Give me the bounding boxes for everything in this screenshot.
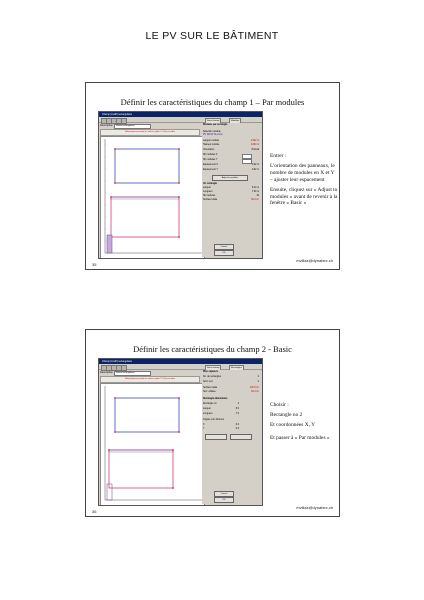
- panel-value: 1.634 m: [250, 144, 259, 146]
- panel-label: Largeur module: [203, 140, 220, 142]
- summary-value: 32: [256, 195, 259, 197]
- panel-label: Origine coin inférieur: [203, 419, 225, 421]
- tab-rectangles[interactable]: Rectangles: [231, 366, 242, 369]
- panel-label: Surf. utilisée: [203, 391, 216, 393]
- spacing-x-input[interactable]: 0.02 m: [251, 164, 259, 166]
- description-row: [100, 370, 198, 375]
- panel-value: 52.4 m²: [251, 391, 259, 393]
- orientation-select[interactable]: Portrait: [251, 149, 259, 151]
- note-line: L'orientation des panneaux, le nombre de modules en X et Y – ajuster leur espacement: [270, 162, 335, 183]
- field-rectangle-2: [109, 450, 173, 488]
- panel-label: Y: [203, 428, 205, 430]
- width-input[interactable]: 8.0: [235, 408, 239, 410]
- summary-value: 52.4 m²: [251, 199, 259, 201]
- slide-35: [85, 82, 340, 270]
- note-line: Et coordonnées X, Y: [270, 421, 316, 428]
- window-title: Champ [modif] rectangulaire: [102, 360, 133, 363]
- slide-title: Définir les caractéristiques du champ 1 – Par modules: [120, 97, 305, 107]
- adjust-to-modules-button[interactable]: Adjust to modules: [212, 175, 248, 181]
- rect-number-input[interactable]: 2: [237, 403, 239, 405]
- delete-rect-button[interactable]: [230, 434, 252, 440]
- panel-label: Actif, rect.: [203, 381, 214, 383]
- slide-title: Définir les caractéristiques du champ 2 - Basic: [133, 344, 292, 354]
- summary-title: Un rectangle: [203, 183, 217, 185]
- summary-value: 8.14 m: [251, 187, 259, 189]
- author-email[interactable]: mvillaz@dynabex.ch: [296, 258, 333, 263]
- ok-button[interactable]: OK: [214, 250, 234, 256]
- modules-panel: [202, 123, 261, 257]
- description-label: Description: [100, 371, 113, 374]
- instruction-text: Sélectionnez ensuite les valeurs (plan X,Y,Z) par ordre: [100, 376, 200, 383]
- rect-count-input[interactable]: 2: [257, 376, 259, 378]
- field-rectangle-1: [115, 398, 179, 432]
- module-selection: [107, 235, 112, 253]
- panel-value: 1.002 m: [250, 140, 259, 142]
- panel-label: Nb modules X: [203, 154, 218, 156]
- note-line: Entrer :: [270, 153, 287, 159]
- description-field[interactable]: Forme rectangulaire: [114, 371, 151, 376]
- description-row: [100, 123, 198, 128]
- panel-label: Hauteur module: [203, 144, 220, 146]
- summary-label: Nb modules: [203, 195, 216, 197]
- rectangles-panel: [202, 370, 261, 504]
- slide-notes: [270, 153, 338, 210]
- ok-button[interactable]: OK: [214, 497, 234, 503]
- software-screenshot: [98, 111, 263, 259]
- instruction-text: Sélectionnez ensuite les valeurs (plan X,Y,Z) par ordre: [100, 129, 200, 136]
- panel-label: No. de rectangles: [203, 376, 222, 378]
- field-rectangle-2: [111, 197, 179, 237]
- slide-notes: [270, 402, 338, 445]
- author-email[interactable]: mvillaz@dynabex.ch: [296, 505, 333, 510]
- panel-label: Espacement X: [203, 164, 218, 166]
- panel-label: Rectangle no: [203, 403, 217, 405]
- panel-title: Plan capteurs: [203, 371, 219, 373]
- length-input[interactable]: 7.0: [235, 413, 239, 415]
- note-line: Rectangle no 2: [270, 411, 303, 418]
- active-rect-input[interactable]: 2: [257, 381, 259, 383]
- panel-label: PV 240 W Si-mono: [203, 134, 223, 136]
- field-layout-graph[interactable]: [100, 136, 205, 259]
- page-number: 35: [92, 262, 97, 267]
- summary-label: Largeur: [203, 187, 211, 189]
- summary-label: Longueur: [203, 191, 213, 193]
- origin-y-input[interactable]: 0.0: [235, 428, 239, 430]
- summary-value: 7.00 m: [251, 191, 259, 193]
- tab-sous-champ[interactable]: Sous-champ: [207, 119, 220, 122]
- panel-label: Largeur: [203, 408, 211, 410]
- summary-label: Surface totale: [203, 199, 218, 201]
- module-selection: [107, 484, 112, 500]
- panel-title: Modules par rectangle: [203, 124, 228, 126]
- tab-sous-champ[interactable]: Sous-champ: [207, 366, 220, 369]
- panel-label: X: [203, 424, 205, 426]
- origin-x-input[interactable]: 0.0: [235, 424, 239, 426]
- note-line: Choisir :: [270, 402, 289, 408]
- panel-label: Sélection module: [203, 131, 221, 133]
- cancel-button[interactable]: Cancel: [214, 244, 234, 250]
- field-rectangle-1: [115, 149, 179, 183]
- modules-y-input[interactable]: [242, 159, 252, 164]
- panel-label: Longueur: [203, 413, 213, 415]
- spacing-y-input[interactable]: 0.02 m: [251, 169, 259, 171]
- panel-subtitle: Rectangle élémentaire: [203, 398, 228, 400]
- field-layout-graph[interactable]: [100, 383, 205, 506]
- description-label: Description: [100, 124, 113, 127]
- note-line: Et passer à « Par modules »: [270, 434, 330, 441]
- cancel-button[interactable]: Cancel: [214, 491, 234, 497]
- page-number: 36: [92, 509, 97, 514]
- slide-36: [85, 329, 340, 517]
- panel-label: Espacement Y: [203, 169, 218, 171]
- panel-label: Nb modules Y: [203, 159, 218, 161]
- document-title: LE PV SUR LE BÂTIMENT: [145, 30, 279, 42]
- description-field[interactable]: Forme rectangulaire: [114, 124, 151, 129]
- software-screenshot: [98, 358, 263, 506]
- note-line: Ensuite, cliquez sur « Adjust to modules » avant de revenir à la fenêtre « Basic »: [270, 186, 338, 207]
- panel-value: 102.5 m²: [249, 387, 259, 389]
- panel-label: Orientation: [203, 149, 215, 151]
- tab-modules[interactable]: Modules: [231, 119, 240, 122]
- window-title: Champ [modif] rectangulaire: [102, 113, 133, 116]
- panel-label: Surface totale: [203, 387, 218, 389]
- insert-rect-button[interactable]: [205, 434, 227, 440]
